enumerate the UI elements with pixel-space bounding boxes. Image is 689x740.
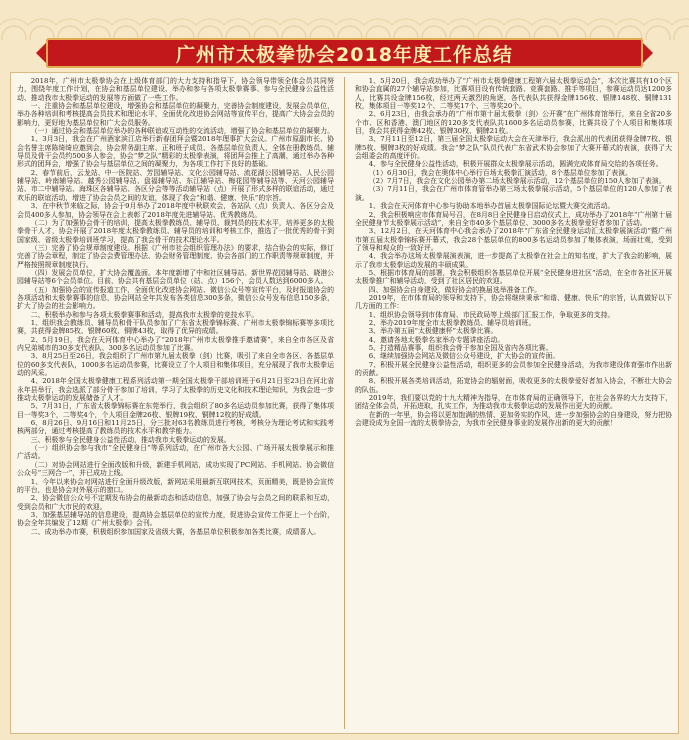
paragraph: 3、在中秋节来临之际，协会于9月举办了2018年度中秋联欢会，各站队（点）负责人、各区分会及会员400多人参加，协会领导在会上表彰了2018年度先进辅导站、优秀教练员。 [17,202,334,219]
paragraph: （1）6月30日，我会在奥体中心举行百场太极拳汇演活动，8个基层单位参加了表演。 [368,168,632,177]
paragraph: 1、3月3日，我会在广州酒家滨江店举行新春团拜会暨2018年理事扩大会议。广州市原副市长、协会名誉主席陈绮绮应邀到会，协会常务副主席、正和班子成员、各基层单位负责人、全体在册教练员、辅导员及骨干会员约500多人参会，协会“梦之队”精彩的太极拳表演，将团拜会推上了高潮，通过举办各种形式的团拜会，增强了协会与基层单位之间的凝聚力，为各项工作打下良好的基础。 [17,135,334,169]
paragraph: 1、组织协会领导到市体育局、市民政局等上级部门汇报工作，争取更多的支持。 [368,310,615,319]
paragraph: 3、举办第五届“太极健康杯”太极拳比赛。 [368,327,498,336]
paragraph: 5、根据市体育局的部署，我会积极组织各基层单位开展“全民健身进社区”活动，在全市各社区开展太极拳推广和辅导活动，受到了社区居民的欢迎。 [355,268,672,286]
paragraph: 在新的一年里，协会将以更加饱满的热情、更加务实的作风，进一步加强协会的自身建设，努力把协会建设成为全国一流的太极拳协会，为我市全民健身事业的发展作出新的更大的贡献！ [355,410,672,428]
paragraph: 8、积极开展各类培训活动，拓宽协会的辐射面，吸收更多的太极拳爱好者加入协会，不断壮大协会的队伍。 [355,377,672,394]
paragraph: 2、协会微信公众号不定期发布协会的最新动态和活动信息，加强了协会与会员之间的联系和互动，受到会员和广大市民的欢迎。 [17,494,334,511]
paragraph: 二、成功举办市赛，积极组织参加国家及省级大赛，各基层单位积极参加各类比赛，成绩喜人。 [30,527,321,536]
right-column [355,77,672,729]
column-divider [344,77,345,729]
paragraph: 1、今年以来协会对网站进行全面升级改版，新网站采用最新互联网技术，页面精美，既是协会宣传的平台，也是协会对外展示的窗口。 [17,477,334,494]
paragraph: 7、积极开展全民健身公益性活动，组织更多的会员参加全民健身活动，为我市建设体育强市作出新的贡献。 [355,360,672,378]
paragraph: （二）为了加强协会骨干的培训，提高太极拳教练员、辅导员、裁判员的技术水平，培养更多的太极拳骨干人才，协会开展了2018年度太极拳教练员、辅导员的培训和考核工作，推选了一批优秀的骨干到国家级、省级太极拳培训班学习，提高了我会骨干的技术理论水平。 [17,218,334,244]
paragraph: 2、5月19日，我会在天河体育中心举办了“2018年广州市太极拳推手邀请赛”，来自全市各区及省内兄弟城市的30多支代表队、300多名运动员参加了比赛。 [17,335,334,352]
paragraph: 2、我会积极响应市体育局号召，在8月8日全民健身日启动仪式上，成功举办了2018年“广州第十届全民健身节太极拳展示活动”，来自全市40多个基层单位、3000多名太极拳爱好者参加了活动。 [355,210,672,227]
paragraph: 2019年，我们要以党的十九大精神为指导，在市体育局的正确领导下，在社会各界的大力支持下，团结全体会员，开拓进取，扎实工作，为推动我市太极拳运动的发展作出更大的贡献。 [355,394,672,411]
paragraph: 三、积极参与全民健身公益性活动，推动我市太极拳运动的发展。 [30,435,231,444]
paragraph: 4、邀请各地太极拳名家举办专题讲座活动。 [368,335,505,344]
paragraph: 2、6月23日，由我会承办的“广州市第十届太极拳（剑）公开赛”在广州体育馆举行，来自全省20多个市、区和香港、澳门地区的120多支代表队共1600多名运动员参赛，比赛共设了个人项目和集体项目，我会共获得金牌42枚、银牌30枚、铜牌21枚。 [355,110,672,136]
paragraph: 四、加强协会自身建设，做好协会的换届选举准备工作。 [368,285,542,294]
paragraph: （一）通过协会和基层单位举办的各种联谊或互动性的交流活动，增强了协会和基层单位的凝聚力。 [30,127,334,136]
decorative-wave-band [0,0,689,42]
paragraph: 2018年，广州市太极拳协会在上级体育部门的大力支持和指导下，协会领导带领全体会员共同努力，围绕年度工作计划，在协会和基层单位建设、举办和参与各项太极拳赛事、参与全民健身公益性活动、推动我市太极拳运动的发展等方面做了一些工作。 [17,77,334,102]
paragraph: 6、8月26日、9月16日和11月25日，分三批对63名教练员进行考核，考核分为理论考试和实践考核两部分，通过考核提高了教练员的技术水平和教学能力。 [17,419,334,436]
paragraph: 4、参与全民健身公益性活动，积极开展群众太极拳展示活动，圆满完成体育局交给的各项任务。 [368,160,663,169]
paragraph: 5、7月31日，广东省太极拳锦标赛在东莞举行，我会组织了80多名运动员参加比赛，获得了集体项目一等奖3个，二等奖4个，个人项目金牌26枚、银牌19枚、铜牌12枚的好成绩。 [17,402,334,419]
paragraph: （3）7月11日，我会在广州市体育管举办第三场太极拳展示活动，5个基层单位的120人参加了表演。 [355,185,672,202]
paragraph: 5、打造精品赛事，组织我会骨干参加全国及省内各项比赛。 [368,344,553,352]
paragraph: 1、我会在天河体育中心参与协助本地举办首届太极拳国际论坛暨大赛交流活动。 [368,202,615,211]
left-column [17,77,334,729]
paragraph: 4、我会举办这场太极拳展演表演，进一步提高了太极拳在社会上的知名度，扩大了我会的影响，展示了我市太极拳运动发展的丰硕成果。 [355,252,672,269]
paragraph: 3、8月25日至26日，我会组织了广州市第九届太极拳（剑）比赛，吸引了来自全市各区、各基层单位的60多支代表队，1000多名运动员参赛，比赛设立了个人项目和集体项目，充分展现了我市太极拳运动的风采。 [17,352,334,378]
paragraph: 二、积极举办和参与各项太极拳赛事和活动，提高我市太极拳的竞技水平。 [30,310,259,319]
paragraph: 2、春节前后，云龙站、中一医院站、芳园辅导站、文化公园辅导站、流花湖公园辅导站、人民公园辅导站、岭南辅导站、越秀公园辅导站、盘福辅导站、东江辅导站、梅花园等辅导站等、天河公园辅导站、市二中辅导站、海珠区各辅导站、各区分会等等活动辅导站（点）开展了形式多样的联谊活动，通过欢乐的联谊活动，增进了协会会员之间的友谊，体现了我会“和谐、健康、快乐”的宗旨。 [17,168,334,202]
paragraph: （五）加强协会的宣传报道工作，全面优化改进协会网站、微信公众号等宣传平台，及时报道协会的各项活动和太极拳赛事的信息，协会网站全年共发布各类信息300多条，微信公众号发布信息150多条，扩大了协会的社会影响力。 [17,285,334,311]
paragraph: （二）对协会网站进行全面改版和升级，新建手机网站，成功实现了PC网站、手机网站、协会微信公众号“三网合一”，并已成功上线。 [17,460,334,478]
paragraph: 1、5月20日，我会成功举办了“广州市太极拳健康工程第六届太极拳运动会”，本次比赛共有10个区和协会直属的27个辅导站参加，比赛项目设有传统套路、竞赛套路、推手等项目，参赛运动员达1200多人，比赛共设金牌156枚，经过两天激烈的角逐，各代表队共获得金牌156枚、银牌148枚、铜牌131枚，集体项目一等奖12个、二等奖17个、三等奖20个。 [355,77,672,111]
paragraph: 2019年，在市体育局的领导和支持下，协会将继续秉承“和谐、健康、快乐”的宗旨，认真做好以下几方面的工作： [355,293,672,311]
document-sheet [10,72,679,734]
paragraph: 2、举办2019年度全市太极拳教练员、辅导员培训班。 [368,318,536,327]
paragraph: 3、7月11日至12日，第三届全国太极拳运动大会在天津举行，我会派出的代表团获得金牌7枚、银牌5枚、铜牌3枚的好成绩。我会“梦之队”队员代表广东省武术协会参加了大赛开幕式的表演，获得了大会组委会的高度评价。 [355,135,672,161]
paragraph: 4、2018年全国太极拳健康工程系列活动第一期全国太极拳干部培训班于6月21日至23日在河北省永年县举行，我会选派了部分骨干参加了培训，学习了太极拳的历史文化和技术理论知识，为我会进一步推动太极拳运动的发展储备了人才。 [17,377,334,403]
paragraph: 1、组织我会教练员、辅导员和骨干队员参加了广东省太极拳锦标赛、广州市太极拳锦标赛等多项比赛，共获得金牌85枚、银牌60枚、铜牌43枚，取得了优异的成绩。 [17,318,334,336]
paragraph: 一、注重协会和基层单位建设，增强协会和基层单位的凝聚力，完善协会制度建设，发展会员单位，举办各种培训和考核提高会员技术和理论水平，全面优化改进协会网站等宣传平台，提高广大协会会员的影响力，更好地为基层单位和广大会员服务。 [17,102,334,127]
page-title: 广州市太极拳协会2018年度工作总结 [176,43,513,66]
paragraph: 3、12月2日，在天河体育中心我会承办了2018年“广东省全民健身运动汇太极拳展演活动”暨广州市第五届太极拳锦标赛开幕式，我会28个基层单位的800多名运动员参加了集体表演，场面壮观，受到了领导和观众的一致好评。 [355,227,672,252]
paragraph: （2）7月7日，我会在文化公园举办第二场太极拳展示活动，12个基层单位的150人参加了表演。 [368,177,666,186]
paragraph: （三）完善了协会规章制度建设。根据《广州市社会组织管理办法》的要求，结合协会的实际，修订完善了协会章程，制定了协会会费管理办法、协会财务管理制度、协会各部门的工作职责等规章制度，并严格按照规章制度执行。 [17,243,334,269]
paragraph: （一）组织协会参与我市“全民健身日”等系列活动，在广州市各大公园、广场开展太极拳展示和推广活动。 [17,444,334,461]
paragraph: （四）发展会员单位，扩大协会覆盖面。本年度新增了中和社区辅导站、新世界花园辅导站、晓港公园辅导站等6个会员单位。目前，协会共有基层会员单位（站、点）156个，会员人数达到6000多人。 [17,268,334,286]
paragraph: 6、继续加强协会网站及微信公众号建设，扩大协会的宣传面。 [368,352,560,361]
paragraph: 3、加强基层辅导站的信息建设，提高协会基层单位的宣传力度，促进协会宣传工作更上一个台阶，协会全年共编发了12期《广州太极拳》会刊。 [17,510,334,528]
title-banner [46,38,643,68]
